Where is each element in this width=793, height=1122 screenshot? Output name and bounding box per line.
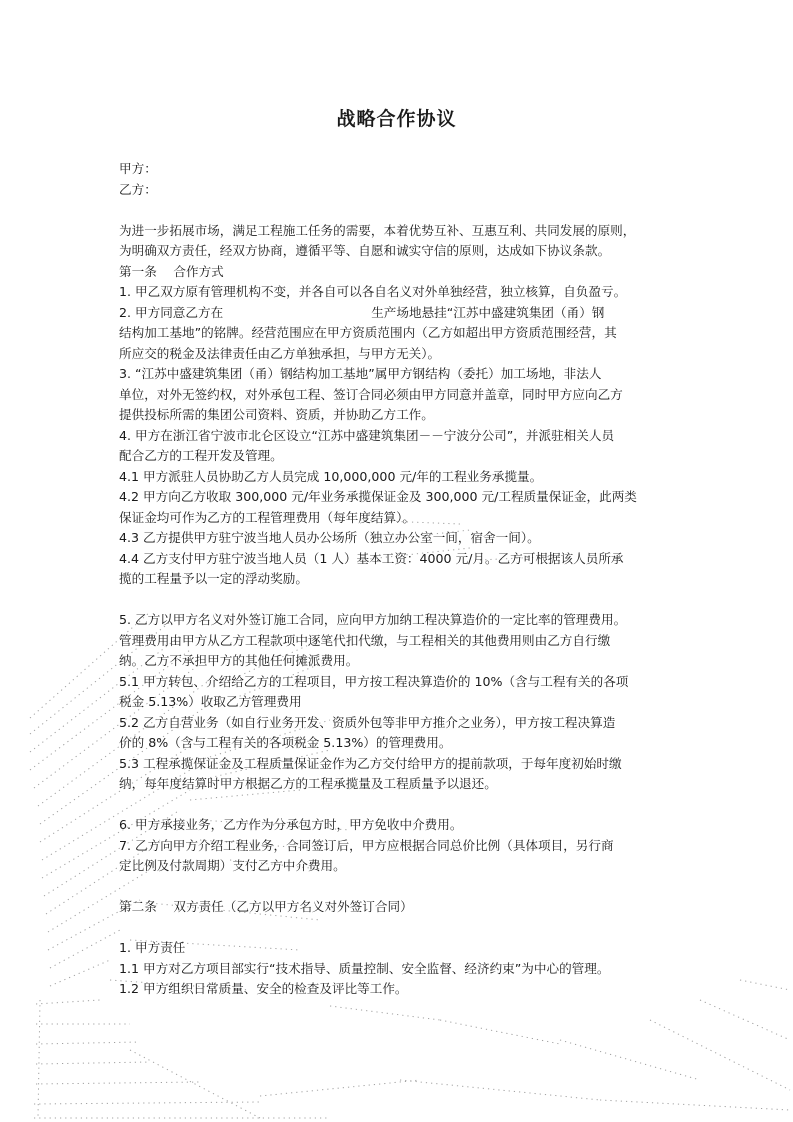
article1-title: 第一条 合作方式 [119, 263, 224, 279]
fee-line: 5.3 工程承揽保证金及工程质量保证金作为乙方交付给甲方的提前款项，于每年度初始时缴 [119, 755, 622, 771]
article1-line: 配合乙方的工程开发及管理。 [119, 448, 283, 463]
spacer [119, 795, 681, 816]
article1-line: 结构加工基地”的铭牌。经营范围应在甲方资质范围内（乙方如超出甲方资质范围经营，其 [119, 325, 617, 340]
article1-line: 所应交的税金及法律责任由乙方单独承担，与甲方无关）。 [119, 345, 441, 361]
fee-line: 纳，每年度结算时甲方根据乙方的工程承揽量及工程质量予以退还。 [119, 776, 497, 791]
article1-line-item2 [119, 303, 681, 324]
article1-line: 3. “江苏中盛建筑集团（甬）钢结构加工基地”属甲方钢结构（委托）加工场地，非法人 [119, 366, 602, 381]
article2-line: 1. 甲方责任 [119, 940, 186, 955]
article1-line: 4.4 乙方支付甲方驻宁波当地人员（1 人）基本工资：4000 元/月。乙方可根据该人员所承 [119, 550, 624, 566]
fee-line: 管理费用由甲方从乙方工程款项中逐笔代扣代缴，与工程相关的其他费用则由乙方自行缴 [119, 632, 611, 648]
party-a-label: 甲方： [119, 161, 157, 176]
article1-item2-start: 2. 甲方同意乙方在 [119, 304, 224, 320]
article1-line: 单位，对外无签约权，对外承包工程、签订合同必须由甲方同意并盖章，同时甲方应向乙方 [119, 386, 623, 402]
article2-line: 1.2 甲方组织日常质量、安全的检查及评比等工作。 [119, 981, 408, 996]
article1-line: 4.3 乙方提供甲方驻宁波当地人员办公场所（独立办公室一间，宿舍一间）。 [119, 530, 540, 545]
article1-line: 4. 甲方在浙江省宁波市北仑区设立“江苏中盛建筑集团－－宁波分公司”，并派驻相关人员 [119, 427, 615, 443]
article1-line: 保证金均可作为乙方的工程管理费用（每年度结算）。 [119, 509, 415, 525]
article1-line: 4.1 甲方派驻人员协助乙方人员完成 10,000,000 元/年的工程业务承揽量。 [119, 468, 543, 484]
spacer [119, 877, 681, 898]
article1-line: 揽的工程量予以一定的浮动奖励。 [119, 571, 308, 586]
fee-line: 5.1 甲方转包、介绍给乙方的工程项目，甲方按工程决算造价的 10%（含与工程有关的各项 [119, 673, 629, 689]
article1-line: 1. 甲乙双方原有管理机构不变，并各自可以各自名义对外单独经营，独立核算，自负盈亏。 [119, 284, 627, 299]
article1-line: 提供投标所需的集团公司资料、资质，并协助乙方工作。 [119, 407, 434, 422]
spacer [119, 590, 681, 611]
fee-line: 价的 8%（含与工程有关的各项税金 5.13%）的管理费用。 [119, 735, 452, 750]
document-body [119, 159, 681, 1000]
spacer [119, 200, 681, 221]
article2-title: 第二条 双方责任（乙方以甲方名义对外签订合同） [119, 899, 413, 914]
agency-line: 6. 甲方承接业务，乙方作为分承包方时，甲方免收中介费用。 [119, 817, 463, 832]
fee-line: 5.2 乙方自营业务（如自行业务开发、资质外包等非甲方推介之业务），甲方按工程决算造 [119, 714, 616, 730]
fee-line: 纳。乙方不承担甲方的其他任何摊派费用。 [119, 653, 359, 668]
fee-line: 税金 5.13%）收取乙方管理费用 [119, 694, 302, 709]
party-b-label: 乙方： [119, 181, 157, 197]
article1-line: 4.2 甲方向乙方收取 300,000 元/年业务承揽保证金及 300,000 元/工程质量保证金，此两类 [119, 489, 637, 504]
intro-line: 为进一步拓展市场，满足工程施工任务的需要，本着优势互补、互惠互利、共同发展的原则， [119, 222, 636, 238]
agency-line: 7. 乙方向甲方介绍工程业务，合同签订后，甲方应根据合同总价比例（具体项目，另行商 [119, 837, 614, 853]
agency-line: 定比例及付款周期）支付乙方中介费用。 [119, 858, 346, 873]
fee-line: 5. 乙方以甲方名义对外签订施工合同，应向甲方加纳工程决算造价的一定比率的管理费用。 [119, 612, 627, 627]
spacer [119, 918, 681, 939]
article2-line: 1.1 甲方对乙方项目部实行“技术指导、质量控制、安全监督、经济约束”为中心的管理。 [119, 960, 610, 976]
intro-line: 为明确双方责任，经双方协商，遵循平等、自愿和诚实守信的原则，达成如下协议条款。 [119, 243, 611, 258]
article1-item2-end: 生产场地悬挂“江苏中盛建筑集团（甬）钢 [371, 304, 605, 320]
document-title: 战略合作协议 [336, 108, 457, 130]
